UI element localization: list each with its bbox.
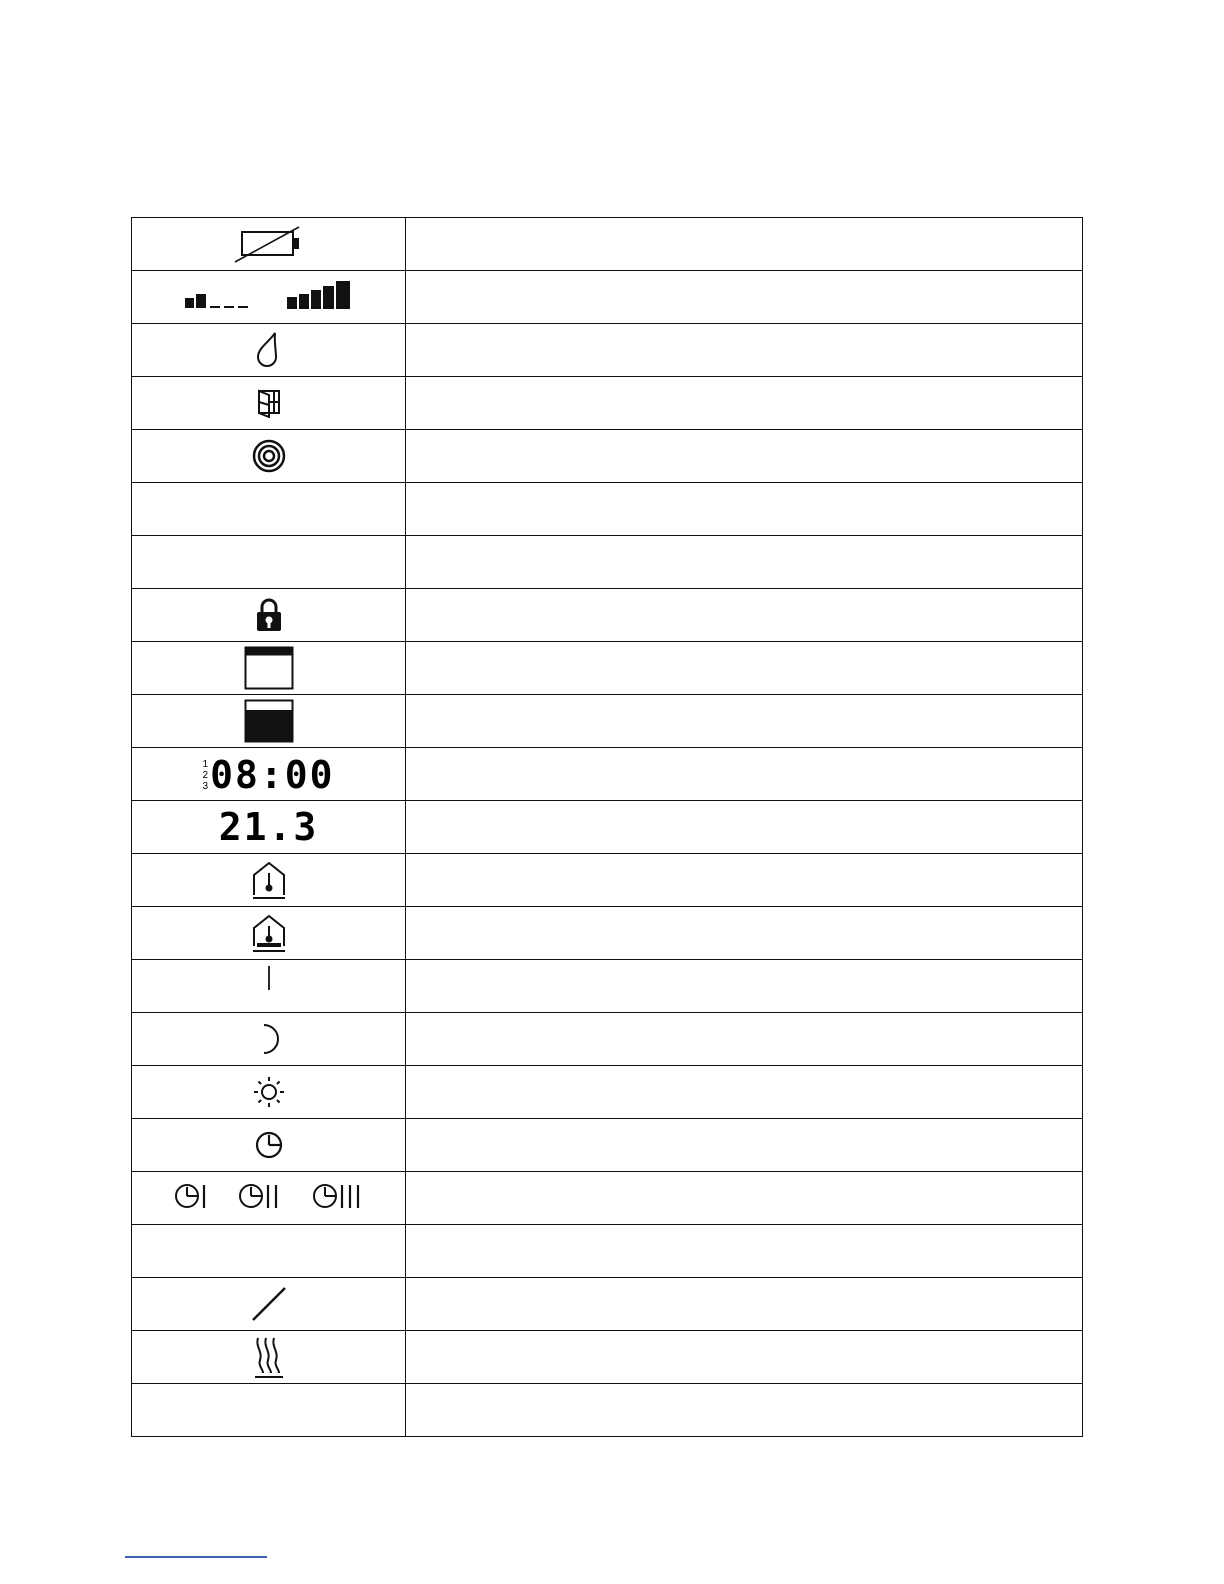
- description-cell: [406, 748, 1083, 801]
- table-row: [132, 748, 1083, 801]
- description-cell: [406, 1331, 1083, 1384]
- description-cell: [406, 642, 1083, 695]
- description-cell: [406, 1384, 1083, 1437]
- humidity-drop-icon: [253, 330, 285, 370]
- icon-cell: [132, 589, 406, 642]
- timer-program-icons: [174, 1181, 364, 1211]
- table-row: [132, 536, 1083, 589]
- icon-cell: [132, 430, 406, 483]
- table-row: [132, 1278, 1083, 1331]
- table-row: [132, 1119, 1083, 1172]
- description-cell: [406, 801, 1083, 854]
- icon-cell: [132, 536, 406, 589]
- description-cell: [406, 1066, 1083, 1119]
- table-row: [132, 589, 1083, 642]
- description-cell: [406, 1278, 1083, 1331]
- program-number: 1: [202, 758, 209, 770]
- table-row: [132, 1384, 1083, 1437]
- lock-icon: [254, 597, 284, 633]
- sun-icon: [252, 1075, 286, 1109]
- single-bar-icon: [264, 960, 274, 994]
- description-cell: [406, 377, 1083, 430]
- icon-cell: [132, 1013, 406, 1066]
- symbol-table: [131, 217, 1083, 1437]
- program-number: 2: [202, 769, 209, 781]
- slash-icon: [249, 1284, 289, 1324]
- clock-program-3-icon: [312, 1181, 364, 1211]
- description-cell: [406, 1119, 1083, 1172]
- icon-cell: [132, 271, 406, 324]
- table-row: [132, 695, 1083, 748]
- room-temperature-icon: [251, 860, 287, 900]
- table-row: [132, 430, 1083, 483]
- description-cell: [406, 1172, 1083, 1225]
- icon-cell: [132, 1172, 406, 1225]
- icon-cell: [132, 907, 406, 960]
- temperature-readout: 21.3: [218, 805, 319, 849]
- table-row: [132, 271, 1083, 324]
- signal-weak-icon: [185, 280, 249, 310]
- icon-cell: [132, 748, 406, 801]
- window-open-icon: [256, 388, 282, 418]
- table-row: [132, 907, 1083, 960]
- time-readout: 08:00: [210, 753, 335, 798]
- icon-cell: [132, 1225, 406, 1278]
- clock-icon: [253, 1129, 285, 1161]
- battery-low-icon: [233, 224, 305, 264]
- window-frame-filled-icon: [244, 699, 294, 743]
- window-frame-outline-icon: [244, 646, 294, 690]
- table-row: [132, 854, 1083, 907]
- description-cell: [406, 854, 1083, 907]
- table-row: [132, 377, 1083, 430]
- program-number: 3: [202, 780, 209, 792]
- icon-cell: [132, 324, 406, 377]
- description-cell: [406, 218, 1083, 271]
- icon-cell: [132, 1278, 406, 1331]
- icon-cell: [132, 1066, 406, 1119]
- footer-rule: [125, 1556, 267, 1558]
- table-row: [132, 324, 1083, 377]
- table-row: [132, 483, 1083, 536]
- icon-cell: [132, 1119, 406, 1172]
- description-cell: [406, 589, 1083, 642]
- icon-cell: [132, 377, 406, 430]
- description-cell: [406, 324, 1083, 377]
- program-time-display-icon: [202, 753, 335, 798]
- pairing-rings-icon: [251, 438, 287, 474]
- description-cell: [406, 1225, 1083, 1278]
- table-row: [132, 1331, 1083, 1384]
- description-cell: [406, 695, 1083, 748]
- description-cell: [406, 483, 1083, 536]
- description-cell: [406, 1013, 1083, 1066]
- description-cell: [406, 271, 1083, 324]
- table-row: [132, 1225, 1083, 1278]
- description-cell: [406, 907, 1083, 960]
- table-row: [132, 801, 1083, 854]
- signal-strong-icon: [287, 279, 353, 311]
- table-row: [132, 960, 1083, 1013]
- icon-cell: [132, 854, 406, 907]
- icon-cell: [132, 1331, 406, 1384]
- icon-cell: [132, 695, 406, 748]
- icon-cell: [132, 801, 406, 854]
- icon-cell: [132, 483, 406, 536]
- icon-cell: [132, 642, 406, 695]
- table-row: [132, 1066, 1083, 1119]
- description-cell: [406, 536, 1083, 589]
- floor-temperature-icon: [251, 913, 287, 953]
- table-row: [132, 1013, 1083, 1066]
- description-cell: [406, 960, 1083, 1013]
- table-row: [132, 218, 1083, 271]
- heating-icon: [251, 1335, 287, 1379]
- icon-cell: [132, 218, 406, 271]
- clock-program-1-icon: [174, 1181, 208, 1211]
- icon-cell: [132, 1384, 406, 1437]
- description-cell: [406, 430, 1083, 483]
- moon-icon: [254, 1022, 284, 1056]
- table-row: [132, 1172, 1083, 1225]
- table-row: [132, 642, 1083, 695]
- icon-cell: [132, 960, 406, 1013]
- program-number-list: [203, 759, 209, 792]
- clock-program-2-icon: [238, 1181, 282, 1211]
